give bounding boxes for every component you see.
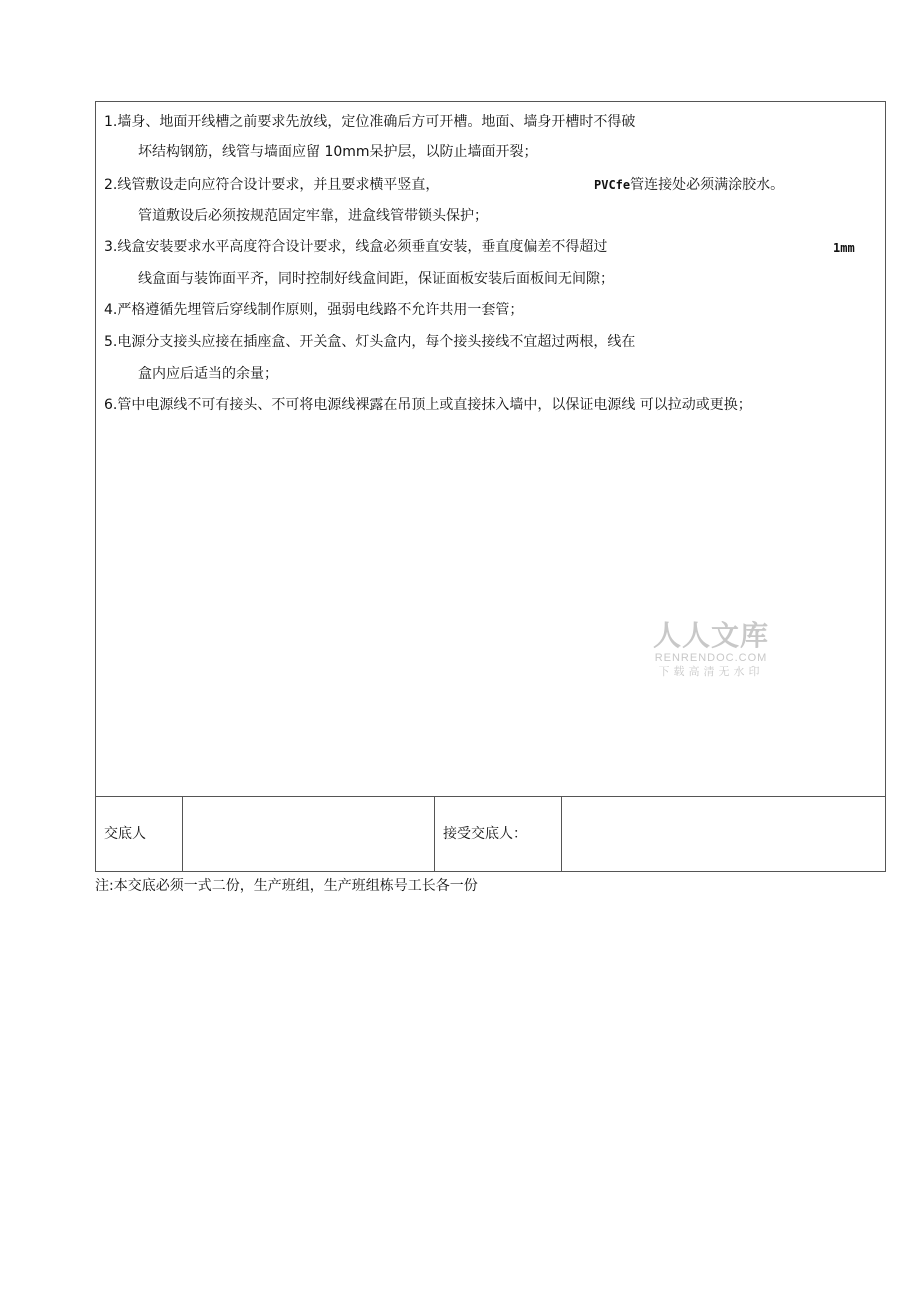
discloser-label: 交底人 (104, 826, 146, 842)
signature-row (96, 797, 885, 871)
item-2-line-1-end (594, 176, 784, 194)
discloser-label-cell (96, 797, 183, 871)
discloser-signature-cell[interactable] (183, 797, 435, 871)
item-2-line-2: 管道敷设后必须按规范固定牢靠，进盒线管带锁头保护； (138, 208, 488, 224)
watermark-title: 人人文库 (652, 619, 769, 652)
item-5-line-2: 盒内应后适当的余量； (138, 366, 278, 382)
item-1-line-1: 1.墙身、地面开线槽之前要求先放线，定位准确后方可开槽。地面、墙身开槽时不得破 (104, 114, 636, 130)
item-5-line-1: 5.电源分支接头应接在插座盒、开关盒、灯头盒内，每个接头接线不宜超过两根，线在 (104, 334, 636, 350)
item-6-line-1: 6.管中电源线不可有接头、不可将电源线裸露在吊顶上或直接抹入墙中，以保证电源线 可以拉动或更换； (104, 397, 752, 413)
watermark-slogan: 下载高清无水印 (658, 665, 764, 678)
receiver-label-cell (435, 797, 562, 871)
tolerance-value: 1mm (833, 241, 855, 255)
receiver-signature-cell[interactable] (562, 797, 885, 871)
item-1-line-2: 坏结构钢筋，线管与墙面应留 10mm呆护层，以防止墙面开裂； (138, 144, 538, 160)
item-3-line-2: 线盒面与装饰面平齐，同时控制好线盒间距，保证面板安装后面板间无间隙； (138, 271, 614, 287)
pvc-code: PVCfe (594, 178, 631, 192)
watermark-logo (646, 620, 776, 679)
item-4-line-1: 4.严格遵循先埋管后穿线制作原则，强弱电线路不允许共用一套管； (104, 302, 524, 318)
requirements-cell (96, 102, 885, 797)
receiver-label: 接受交底人： (443, 826, 527, 842)
footnote: 注:本交底必须一式二份，生产班组，生产班组栋号工长各一份 (95, 878, 478, 894)
disclosure-table (95, 101, 886, 872)
watermark-domain: RENRENDOC.COM (654, 652, 768, 664)
item-2-line-1-end-text: 管连接处必须满涂胶水。 (630, 177, 785, 193)
item-2-line-1: 2.线管敷设走向应符合设计要求，并且要求横平竖直， (104, 177, 440, 193)
item-3-line-1: 3.线盒安装要求水平高度符合设计要求，线盒必须垂直安装，垂直度偏差不得超过 (104, 239, 608, 255)
